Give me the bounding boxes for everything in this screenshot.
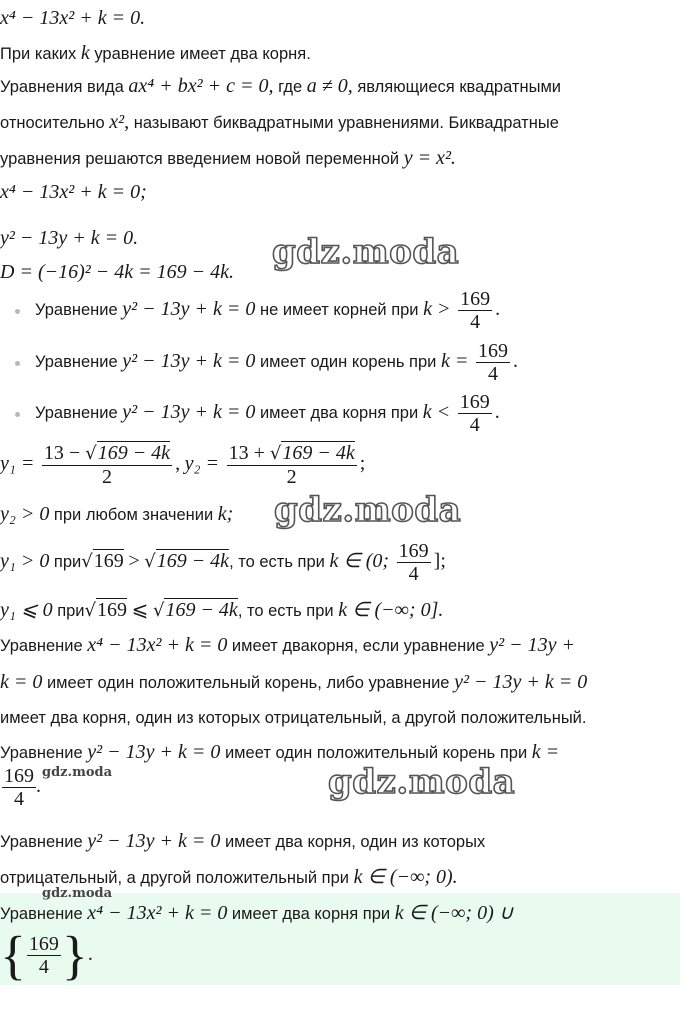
intro-math: a ≠ 0,: [306, 75, 353, 97]
fraction: [476, 340, 510, 385]
y2-text: при любом значении: [53, 506, 214, 524]
separator: ,: [175, 452, 181, 475]
intro-text: называют биквадратными уравнениями. Биквадратные: [133, 114, 559, 132]
one-positive-end: .: [36, 775, 41, 798]
two-roots-text: отрицательный, а другой положительный при: [0, 869, 350, 887]
condition-line-3: [0, 707, 586, 729]
root-y1-label: y₁ =: [0, 452, 35, 475]
y1-relation: y₁ > 0: [0, 549, 50, 572]
case-item-2: [35, 340, 518, 385]
discriminant: D = (−16)² − 4k = 169 − 4k.: [0, 261, 234, 283]
answer-text: Уравнение: [0, 905, 83, 923]
intro-line-3: [0, 147, 456, 170]
intro-math: x²,: [109, 111, 130, 133]
case-end: .: [494, 400, 500, 423]
fraction-numerator: 169: [398, 540, 429, 562]
radicand: 169: [97, 599, 127, 621]
question-var: k: [80, 42, 90, 64]
case-text: Уравнение: [35, 352, 118, 371]
question-post: уравнение имеет два корня.: [94, 45, 311, 63]
case-equation: y² − 13y + k = 0: [122, 349, 256, 372]
y1-interval: k ∈ (0;: [329, 549, 390, 572]
brace-right-icon: }: [61, 925, 88, 986]
answer-line-1: [0, 902, 513, 925]
root-y1-fraction: [42, 442, 172, 488]
y1-text: , то есть при: [229, 552, 325, 571]
watermark-logo: gdz.moda: [42, 765, 113, 780]
condition-text: имеет два корня, один из которых отрицательный, а другой положительный.: [0, 709, 587, 727]
y2-var: k;: [217, 503, 234, 525]
case-item-1: [35, 288, 500, 333]
y1-nonpositive-line: [0, 599, 443, 622]
watermark-logo: gdz.moda: [272, 232, 460, 272]
watermark-logo: gdz.moda: [42, 886, 113, 901]
condition-math: k = 0: [0, 671, 43, 693]
fraction-denominator: 4: [469, 414, 480, 436]
bullet-icon: [15, 412, 20, 417]
case-relation: k =: [440, 349, 469, 372]
question-line: [0, 42, 311, 65]
condition-line-2: [0, 671, 587, 694]
fraction-denominator: 4: [14, 788, 24, 810]
case-item-3: [35, 391, 500, 436]
fraction-denominator: 2: [101, 466, 112, 488]
sqrt-icon: √: [144, 550, 156, 572]
fraction: [458, 391, 492, 436]
intro-text: относительно: [0, 114, 105, 132]
condition-math: x⁴ − 13x² + k = 0: [87, 634, 228, 656]
case-text: имеет один корень при: [259, 352, 437, 371]
fraction-denominator: 4: [470, 311, 481, 333]
case-equation: y² − 13y + k = 0: [122, 400, 256, 423]
bullet-icon: [15, 361, 20, 366]
sqrt-icon: √: [152, 600, 165, 621]
intro-line-2: [0, 111, 559, 134]
case-equation: y² − 13y + k = 0: [122, 297, 256, 320]
root-y2-fraction: [227, 442, 357, 488]
roots-end: ;: [359, 452, 366, 475]
watermark-logo: gdz.moda: [328, 762, 516, 802]
fraction-denominator: 2: [286, 466, 297, 488]
y1-text: , то есть при: [237, 602, 334, 620]
radicand: 169 − 4k: [165, 599, 238, 621]
radicand: 169 − 4k: [282, 442, 355, 464]
intro-math: y = x².: [403, 147, 456, 169]
two-roots-math: k ∈ (−∞; 0).: [353, 866, 458, 888]
equation-step-1: x⁴ − 13x² + k = 0;: [0, 181, 147, 203]
answer-text: имеет два корня при: [231, 905, 391, 923]
root-numerator-part: 13 +: [228, 442, 265, 464]
roots-formula: [0, 442, 365, 488]
condition-math: y² − 13y + k = 0: [454, 671, 588, 693]
bullet-icon: [15, 309, 20, 314]
answer-set: [0, 925, 93, 986]
fraction-numerator: 169: [460, 288, 491, 310]
intro-text: являющиеся квадратными: [357, 78, 562, 96]
condition-text: имеет двакорня, если уравнение: [231, 637, 485, 655]
fraction: [397, 540, 431, 585]
y1-interval: k ∈ (−∞; 0].: [338, 599, 444, 621]
watermark-logo: gdz.moda: [274, 490, 462, 530]
case-end: .: [495, 297, 501, 320]
y2-relation: y₂ > 0: [0, 503, 50, 525]
one-positive-text: имеет один положительный корень при: [224, 744, 528, 762]
fraction-numerator: 169: [477, 340, 508, 362]
brace-left-icon: {: [0, 925, 26, 986]
one-positive-math: y² − 13y + k = 0: [87, 741, 221, 763]
fraction-numerator: 169: [4, 765, 34, 787]
one-positive-text: Уравнение: [0, 744, 83, 762]
case-text: Уравнение: [35, 403, 118, 422]
sqrt-icon: √: [81, 550, 93, 572]
fraction-denominator: 4: [38, 955, 49, 978]
one-positive-fraction: [2, 765, 41, 810]
condition-line-1: [0, 634, 575, 657]
answer-end: .: [87, 943, 93, 965]
intro-text: Уравнения вида: [0, 78, 124, 96]
root-y2-label: y₂ =: [184, 452, 219, 475]
case-text: имеет два корня при: [259, 403, 419, 422]
y1-end: ];: [433, 549, 446, 572]
two-roots-text: Уравнение: [0, 833, 83, 851]
intro-text: где: [278, 78, 303, 96]
fraction-denominator: 4: [487, 363, 498, 385]
y1-text: при: [57, 602, 85, 620]
case-text: Уравнение: [35, 300, 118, 319]
y1-positive-line: [0, 540, 446, 585]
condition-text: имеет один положительный корень, либо уравнение: [46, 674, 450, 692]
case-end: .: [512, 349, 518, 372]
intro-math: ax⁴ + bx² + c = 0,: [128, 75, 274, 97]
sqrt-icon: √: [269, 443, 282, 464]
radicand: 169 − 4k: [97, 442, 171, 464]
case-text: не имеет корней при: [259, 300, 419, 319]
fraction-denominator: 4: [408, 563, 419, 585]
fraction-numerator: 169: [459, 391, 490, 413]
fraction-numerator: 169: [28, 932, 59, 955]
equation-title: x⁴ − 13x² + k = 0.: [0, 7, 146, 29]
radicand: 169 − 4k: [156, 549, 230, 572]
condition-math: y² − 13y +: [489, 634, 575, 656]
two-roots-text: имеет два корня, один из которых: [224, 833, 486, 851]
y1-comparison: >: [128, 549, 140, 572]
sqrt-icon: √: [84, 600, 96, 621]
sqrt-icon: √: [85, 443, 97, 464]
condition-text: Уравнение: [0, 637, 83, 655]
one-positive-line: [0, 741, 559, 764]
one-positive-math: k =: [531, 741, 560, 763]
case-relation: k >: [423, 297, 451, 320]
two-roots-line-1: [0, 830, 485, 853]
y2-positive-line: [0, 503, 233, 526]
root-numerator-part: 13 −: [43, 442, 81, 464]
intro-line-1: [0, 75, 561, 98]
answer-math: k ∈ (−∞; 0) ∪: [394, 902, 514, 924]
fraction: [458, 288, 492, 333]
two-roots-math: y² − 13y + k = 0: [87, 830, 221, 852]
y1-text: при: [53, 552, 82, 571]
y1-relation: y₁ ⩽ 0: [0, 599, 53, 621]
radicand: 169: [93, 549, 124, 572]
intro-text: уравнения решаются введением новой переменной: [0, 150, 400, 168]
y1-comparison: ⩽: [131, 599, 149, 621]
question-pre: При каких: [0, 45, 77, 63]
equation-step-2: y² − 13y + k = 0.: [0, 227, 139, 249]
answer-math: x⁴ − 13x² + k = 0: [87, 902, 228, 924]
case-relation: k <: [422, 400, 451, 423]
